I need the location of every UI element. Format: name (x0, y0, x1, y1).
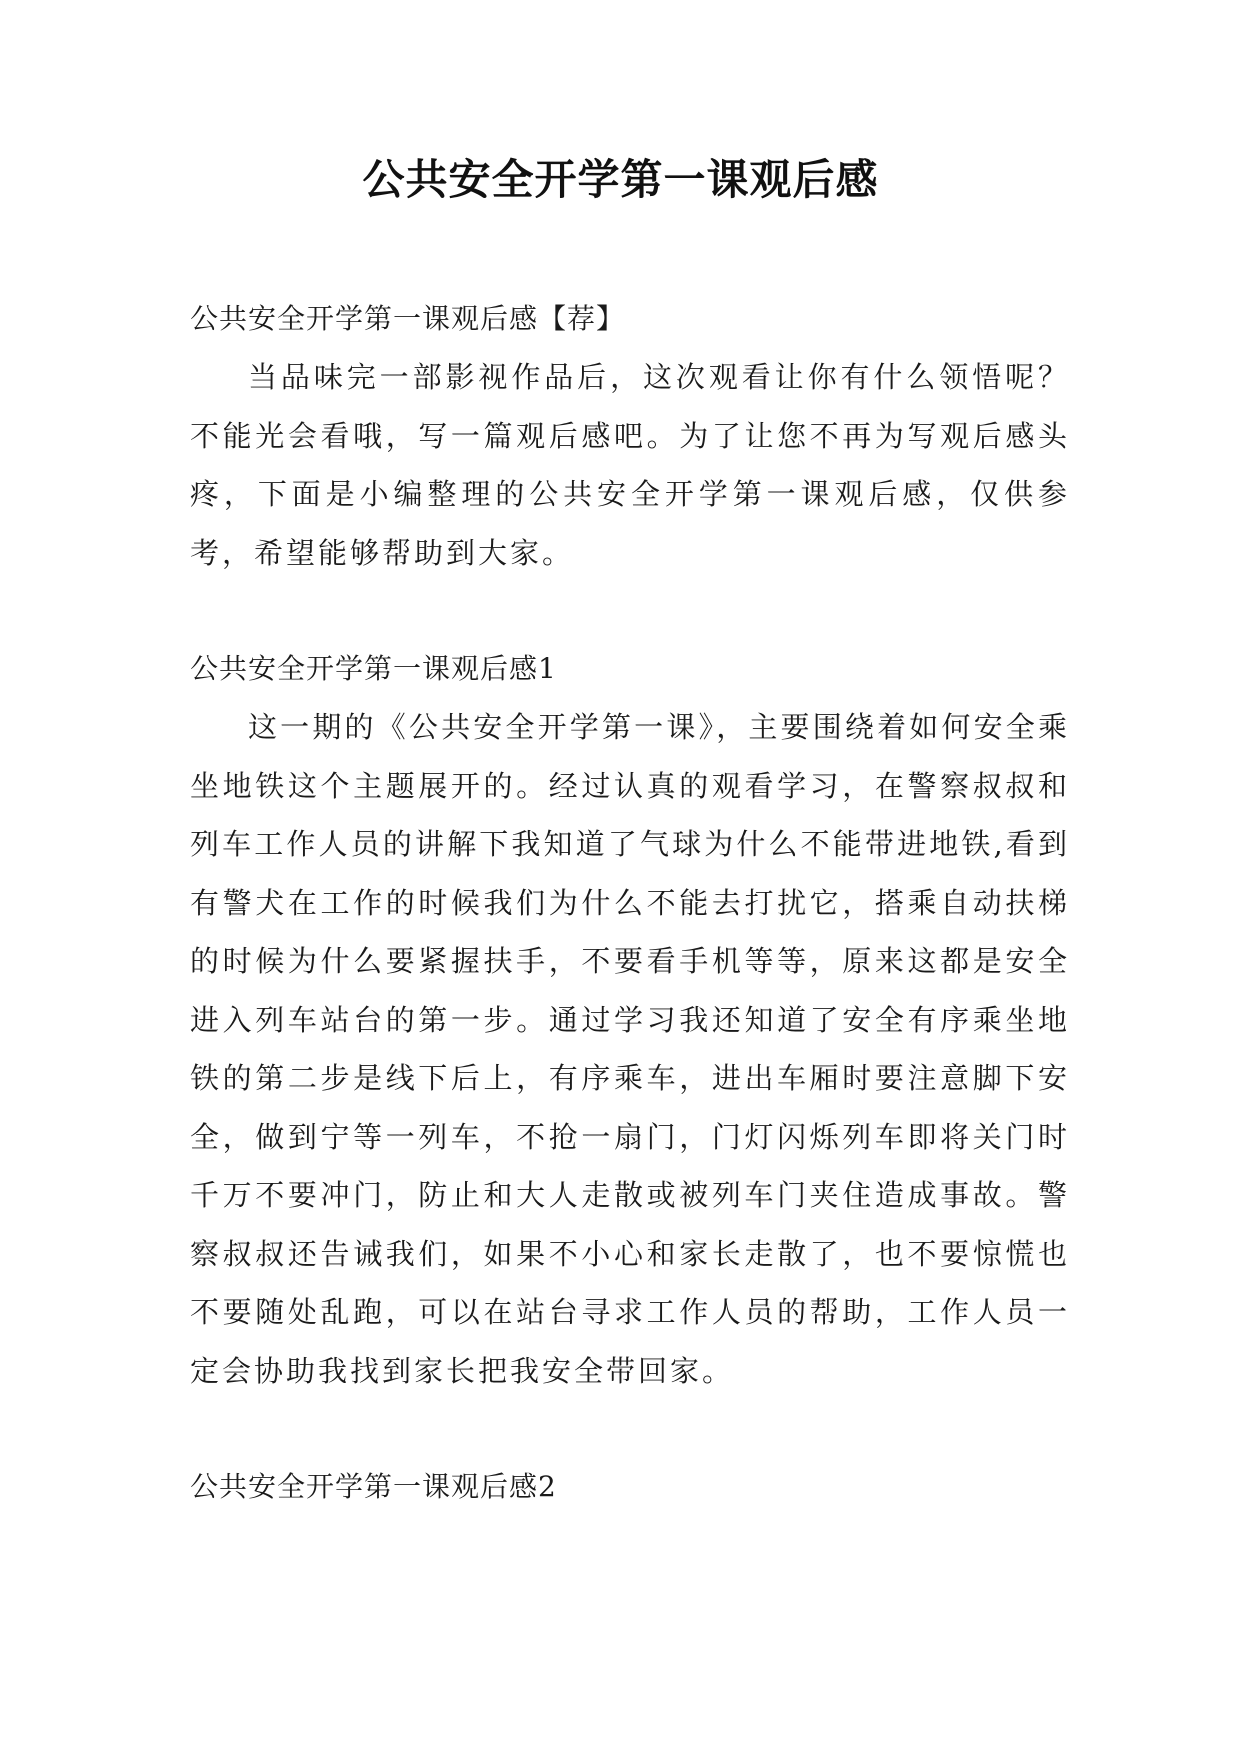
section-heading-2: 公共安全开学第一课观后感2 (190, 1470, 557, 1503)
intro-paragraph: 当品味完一部影视作品后，这次观看让你有什么领悟呢？不能光会看哦，写一篇观后感吧。为了让您不再为写观后感头疼，下面是小编整理的公共安全开学第一课观后感，仅供参考，希望能够帮助到大家。 (190, 360, 1070, 570)
document-body (190, 290, 1070, 1516)
section-paragraph-1: 这一期的《公共安全开学第一课》，主要围绕着如何安全乘坐地铁这个主题展开的。经过认真的观看学习，在警察叔叔和列车工作人员的讲解下我知道了气球为什么不能带进地铁,看到有警犬在工作的时候我们为什么不能去打扰它，搭乘自动扶梯的时候为什么要紧握扶手，不要看手机等等，原来这都是安全进入列车站台的第一步。通过学习我还知道了安全有序乘坐地铁的第二步是线下后上，有序乘车，进出车厢时要注意脚下安全，做到宁等一列车，不抢一扇门，门灯闪烁列车即将关门时千万不要冲门，防止和大人走散或被列车门夹住造成事故。警察叔叔还告诫我们，如果不小心和家长走散了，也不要惊慌也不要随处乱跑，可以在站台寻求工作人员的帮助，工作人员一定会协助我找到家长把我安全带回家。 (190, 710, 1070, 1388)
intro-heading: 公共安全开学第一课观后感【荐】 (190, 302, 626, 335)
section-spacer (190, 1400, 1070, 1458)
section-spacer (190, 582, 1070, 640)
document-title: 公共安全开学第一课观后感 (362, 155, 879, 204)
section-heading-1: 公共安全开学第一课观后感1 (190, 652, 557, 685)
